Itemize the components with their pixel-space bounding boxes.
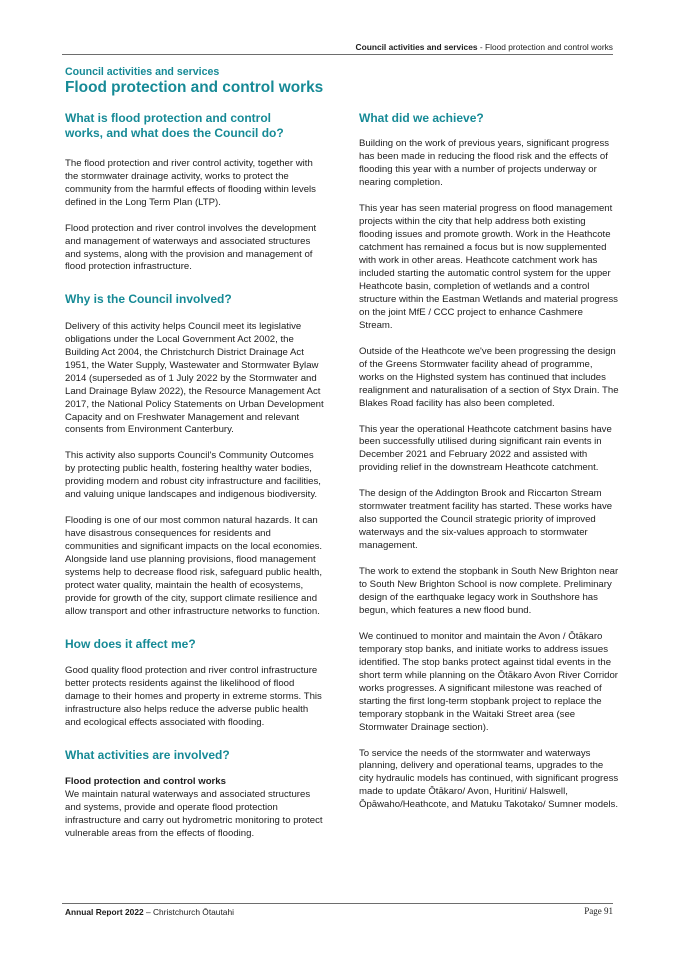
paragraph-achieve-1: Building on the work of previous years, significant progress has been made in reducing the flood risk and the effects of flooding this year with a number of projects underway or nearing completion.	[359, 138, 610, 189]
left-column	[65, 111, 325, 841]
paragraph-achieve-7: We continued to monitor and maintain the Avon / Ōtākaro temporary stop banks, and initiate works to address issues identified. The stop banks protect against tidal events in the short term while planning on the Ōtākaro Avon River Corridor works progresses. A significant milestone was reached of starting the first long-term stopbank project to replace the temporary stopbank in the Waitaki Street area (see Stormwater Drainage section).	[359, 630, 618, 733]
running-header-section: Council activities and services	[355, 42, 478, 52]
activity-name: Flood protection and control works	[65, 776, 226, 788]
heading-what-is: What is flood protection and control works, and what does the Council do?	[65, 111, 284, 141]
paragraph-achieve-3: Outside of the Heathcote we've been progressing the design of the Greens Stormwater facility ahead of programme, works on the Highsted system has continued that includes realignment and naturalisation of a section of Styx Drain. The Blakes Road facility has also been completed.	[359, 345, 619, 409]
page-title: Flood protection and control works	[65, 79, 324, 96]
heading-why-involved: Why is the Council involved?	[65, 292, 232, 307]
right-column	[359, 111, 619, 812]
paragraph-activity: We maintain natural waterways and associated structures and systems, provide and operate flood protection infrastructure and carry out hydrometric monitoring to protect vulnerable areas from the effects of flooding.	[65, 789, 323, 840]
paragraph-achieve-6: The work to extend the stopbank in South New Brighton near to South New Brighton School is now complete. Preliminary design of the earthquake legacy work in Southshore has begun, which features a new flood bund.	[359, 566, 619, 616]
page-number: Page 91	[584, 906, 613, 916]
paragraph-why-2: This activity also supports Council's Community Outcomes by protecting public health, fostering healthy water bodies, providing modern and robust city infrastructure and facilities, and valuing unique landscapes and indigenous biodiversity.	[65, 450, 321, 501]
footer-rule	[62, 903, 613, 904]
paragraph-how-affect: Good quality flood protection and river control infrastructure better protects residents against the likelihood of flood damage to their homes and property in extreme storms. This infrastructure also helps reduce the adverse public health and ecological effects associated with flooding.	[65, 665, 322, 729]
paragraph-why-3: Flooding is one of our most common natural hazards. It can have disastrous consequences for residents and communities and significant impacts on the local economies. Alongside land use planning provisions, flood management systems help to decrease flood risk, safeguard public health, protect water quality, maintain the health of ecosystems, provide for growth of the city, support climate resilience and allow transport and other infrastructure networks to function.	[65, 515, 323, 617]
running-header-topic: Flood protection and control works	[484, 42, 613, 52]
paragraph-what-is-2: Flood protection and river control involves the development and management of waterways and associated structures and systems, along with the provision and management of flood protection infrastructure.	[65, 222, 317, 273]
section-kicker: Council activities and services	[65, 66, 220, 78]
footer-separator: –	[143, 907, 153, 917]
heading-achieve: What did we achieve?	[359, 111, 484, 125]
paragraph-achieve-5: The design of the Addington Brook and Riccarton Stream stormwater treatment facility has started. These works have also supported the Council strategic priority of improved waterways and the six-values approach to stormwater management.	[359, 488, 613, 552]
heading-how-affect: How does it affect me?	[65, 636, 196, 651]
paragraph-what-is-1: The flood protection and river control activity, together with the stormwater drainage activity, works to protect the community from the harmful effects of flooding within levels defined in the Long Term Plan (LTP).	[65, 157, 316, 208]
paragraph-achieve-4: This year the operational Heathcote catchment basins have been successfully utilised during significant rain events in December 2021 and February 2022 and assisted with providing relief in the downstream Heathcote catchment.	[359, 423, 612, 474]
running-header-separator: -	[477, 42, 485, 52]
heading-activities: What activities are involved?	[65, 748, 230, 763]
footer-report-title: Annual Report 2022	[65, 907, 144, 917]
header-rule	[62, 54, 613, 55]
paragraph-achieve-8: To service the needs of the stormwater and waterways planning, delivery and operational teams, upgrades to the city hydraulic models has continued, with significant progress made to update Ōtākaro/ Avon, Huritini/ Halswell, Ōpāwaho/Heathcote, and Matuku Takotako/ Sumner models.	[359, 747, 619, 811]
paragraph-why-1: Delivery of this activity helps Council meet its legislative obligations under the Local Government Act 2002, the Building Act 2004, the Christchurch District Drainage Act 1951, the Water Supply, Wastewater and Stormwater Bylaw 2014 (superseded as of 1 July 2022 by the Stormwater and Land Drainage Bylaw 2022), the Resource Management Act 2017, the National Policy Statements on Urban Development Capacity and on Freshwater Management and relevant consents from Environment Canterbury.	[65, 320, 324, 436]
running-header	[356, 42, 613, 52]
footer-city: Christchurch Ōtautahi	[152, 907, 234, 917]
paragraph-achieve-2: This year has seen material progress on flood management projects within the city that help address both existing flooding issues and promote growth. Work in the Heathcote catchment has remained a focus but is now supplemented with work in other areas. Heathcote catchment work has included starting the automatic control system for the upper Heathcote basin, completion of wetlands and a control structure within the Eastman Wetlands and material progress on the joint MfE / CCC project to enhance Cashmere Stream.	[359, 203, 618, 331]
footer-report	[65, 907, 234, 917]
